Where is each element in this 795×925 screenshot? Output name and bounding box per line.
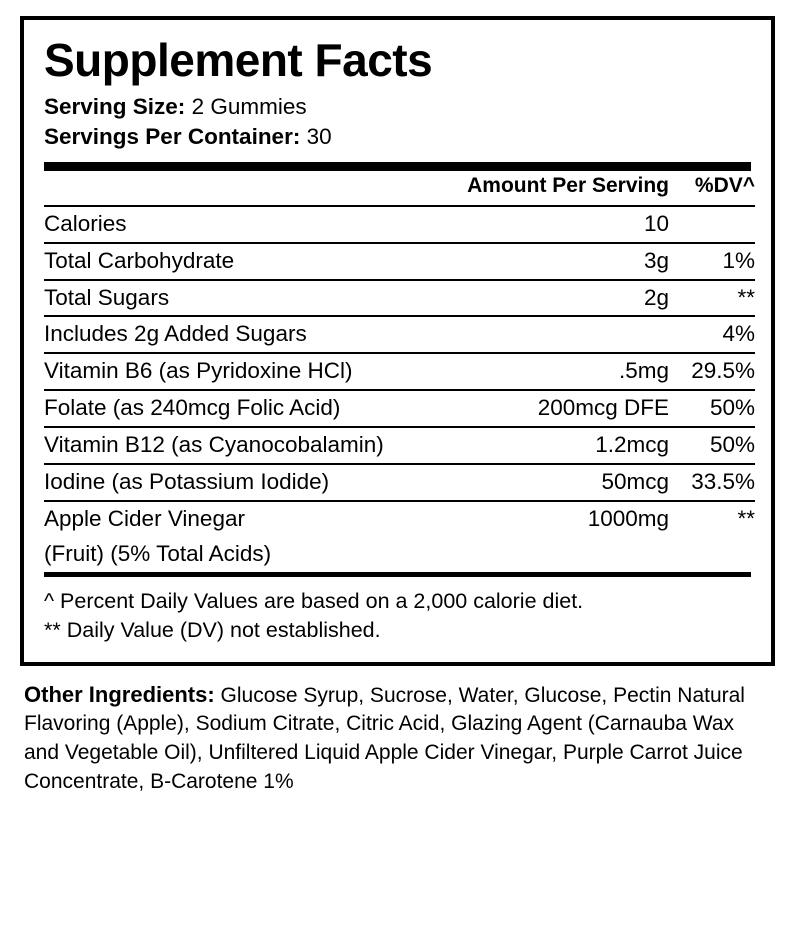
row-name: Apple Cider Vinegar [44, 505, 245, 531]
header-spacer [44, 171, 454, 205]
row-name: (Fruit) (5% Total Acids) [44, 540, 272, 566]
nutrition-table [44, 171, 755, 572]
table-row [44, 206, 755, 242]
table-row [44, 243, 755, 279]
row-name: Folate (as 240mcg Folic Acid) [44, 395, 341, 421]
row-amount: 50mcg [601, 468, 669, 494]
table-row [44, 280, 755, 316]
header-amount-per-serving: Amount Per Serving [467, 173, 669, 197]
row-name: Vitamin B6 (as Pyridoxine HCl) [44, 358, 353, 384]
table-row [44, 353, 755, 389]
row-dv: 33.5% [691, 468, 755, 494]
footnote-daily-values: ^ Percent Daily Values are based on a 2,000 calorie diet. [44, 588, 584, 613]
row-dv: 29.5% [691, 358, 755, 384]
row-amount [454, 537, 669, 572]
row-dv [669, 537, 755, 572]
panel-title: Supplement Facts [44, 34, 433, 86]
divider-footnotes [44, 572, 751, 577]
serving-size-value: 2 Gummies [191, 94, 307, 120]
servings-per-container-value: 30 [306, 123, 332, 149]
other-ingredients [24, 680, 771, 796]
row-dv: 50% [709, 432, 755, 458]
row-amount: 3g [643, 247, 669, 273]
serving-size-label: Serving Size: [44, 94, 186, 120]
row-amount: 1.2mcg [595, 432, 669, 458]
row-dv: 1% [722, 247, 755, 273]
row-amount: 2g [643, 284, 669, 310]
row-dv [669, 206, 755, 242]
row-name: Calories [44, 210, 127, 236]
table-row [44, 427, 755, 463]
row-dv: ** [737, 284, 755, 310]
row-amount [454, 316, 669, 352]
row-dv: 4% [722, 321, 755, 347]
row-name: Total Carbohydrate [44, 247, 235, 273]
footnote-dv-not-established: ** Daily Value (DV) not established. [44, 618, 381, 643]
row-name: Total Sugars [44, 284, 170, 310]
row-name: Iodine (as Potassium Iodide) [44, 468, 330, 494]
other-ingredients-text: Glucose Syrup, Sucrose, Water, Glucose, Pectin Natural Flavoring (Apple), Sodium Citrate, Citric Acid, Glazing Agent (Carnauba Wax and Vegetable Oil), Unfiltered Liquid Apple Cider Vinegar, Purple Carrot Juice Concentrate, B-Carotene 1% [24, 683, 745, 793]
row-name: Vitamin B12 (as Cyanocobalamin) [44, 432, 384, 458]
row-amount: 200mcg DFE [537, 395, 669, 421]
table-row [44, 390, 755, 426]
header-percent-dv: %DV^ [694, 173, 755, 197]
other-ingredients-label: Other Ingredients: [24, 681, 215, 707]
table-row [44, 316, 755, 352]
row-amount: 1000mg [587, 505, 669, 531]
table-row [44, 501, 755, 537]
footnotes [44, 587, 751, 646]
row-amount: .5mg [618, 358, 669, 384]
table-row [44, 537, 755, 572]
table-row [44, 464, 755, 500]
serving-size-line [44, 92, 753, 122]
row-name: Includes 2g Added Sugars [44, 321, 307, 347]
table-header-row [44, 171, 755, 205]
row-dv: 50% [709, 395, 755, 421]
servings-per-container-label: Servings Per Container: [44, 123, 301, 149]
row-dv: ** [737, 505, 755, 531]
servings-per-container-line [44, 122, 753, 152]
supplement-facts-panel [20, 16, 775, 666]
divider-thick-top [44, 162, 751, 171]
row-amount: 10 [643, 210, 669, 236]
